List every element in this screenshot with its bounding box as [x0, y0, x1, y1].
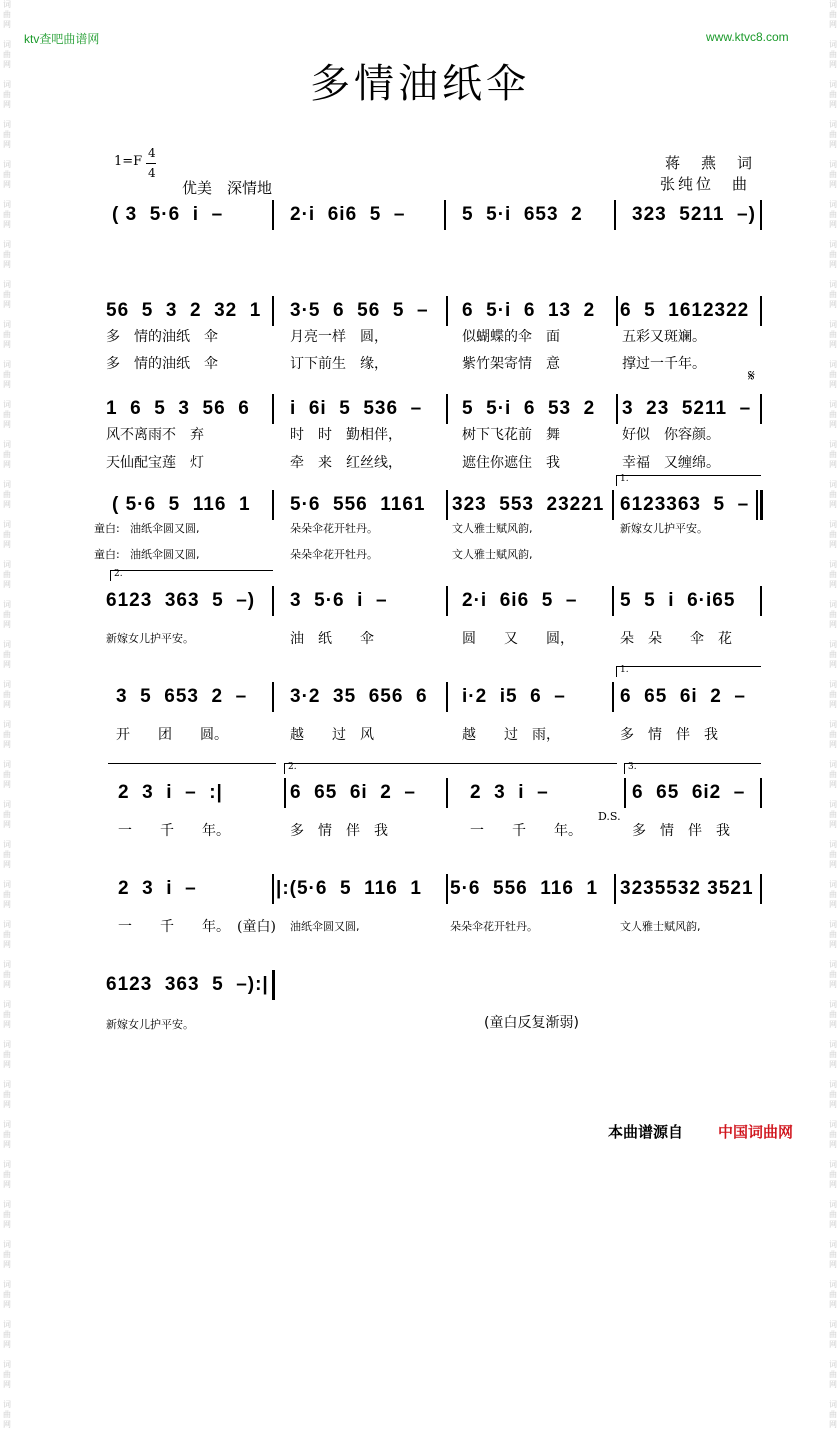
barline [272, 682, 274, 712]
measure: 2 3 i – [118, 878, 197, 899]
lyric-segment: 紫竹架寄情 意 [462, 356, 560, 372]
lyric-segment: 多 情 伴 我 [620, 727, 718, 743]
repeat-end-barline [760, 490, 763, 520]
barline [760, 296, 762, 326]
left-side-watermark: 词 曲 网 词 曲 网 词 曲 网 词 曲 网 词 曲 网 词 曲 网 词 曲 网 词 曲 网 词 曲 网 词 曲 网 词 曲 网 词 曲 网 词 曲 网 词 曲 网 词 曲 网 词 曲 网 词 曲 网 词 曲 网 词 曲 网 词 曲 网 词 曲 网 词 曲 网 词 曲 网 词 曲 网 词 曲 网 词 曲 网 词 曲 网 词 曲 网 词 曲 网 词 曲 网 词 曲 网 词 曲 网 词 曲 网 词 曲 网 词 曲 网 词 曲 网 [3, 0, 11, 1429]
time-signature-line [146, 163, 156, 164]
barline [272, 296, 274, 326]
barline [614, 874, 616, 904]
barline [616, 296, 618, 326]
lyric-segment: 月亮一样 圆， [290, 329, 388, 345]
barline [272, 586, 274, 616]
measure: 3·2 35 656 6 [290, 686, 428, 707]
lyrics-verse-2 [0, 353, 840, 373]
barline [612, 490, 614, 520]
barline [284, 778, 286, 808]
spoken-line: 油纸伞圆又圆, [130, 522, 200, 535]
volta-bracket-1 [616, 666, 761, 677]
spoken-line: 朵朵伞花开牡丹。 [290, 522, 378, 535]
score-system-2 [0, 296, 840, 326]
spoken-line: 新嫁女儿护平安。 [620, 522, 708, 535]
lyric-segment: 多 情的油纸 伞 [106, 329, 218, 345]
lyrics-line [0, 628, 840, 648]
spoken-label: 童白: [94, 548, 120, 561]
dal-segno-mark: D.S. [598, 810, 621, 823]
barline [760, 200, 762, 230]
measure: 3235532 3521 [620, 878, 754, 899]
barline [446, 490, 448, 520]
measure: 5·6 556 116 1 [450, 878, 599, 899]
watermark-right-text[interactable]: www.ktvc8.com [706, 30, 789, 44]
measure: i·2 i5 6 – [462, 686, 566, 707]
barline [446, 682, 448, 712]
measure: i 6i 5 536 – [290, 398, 423, 419]
lyric-segment: 五彩又斑斓。 [622, 329, 706, 345]
barline [612, 586, 614, 616]
measure: 6 65 6i 2 – [620, 686, 746, 707]
volta-label: 1. [620, 665, 629, 675]
measure: 6 65 6i 2 – [290, 782, 416, 803]
score-system-4 [0, 490, 840, 520]
lyric-segment: 开 团 圆。 [116, 727, 228, 743]
barline [612, 682, 614, 712]
score-system-7 [0, 778, 840, 808]
time-signature-bottom: 4 [148, 166, 156, 180]
measure: 6123 363 5 –) [106, 590, 256, 611]
spoken-line: 新嫁女儿护平安。 [106, 632, 194, 645]
measure: 6123363 5 – [620, 494, 750, 515]
volta-1-continuation [108, 763, 276, 764]
lyric-segment: 越 过 风 [290, 727, 374, 743]
lyric-segment: 油 纸 伞 [290, 631, 374, 647]
lyrics-verse-2 [0, 452, 840, 472]
measure: 5 5·i 6 53 2 [462, 398, 596, 419]
lyric-segment: 天仙配宝莲 灯 [106, 455, 204, 471]
lyrics-line [0, 724, 840, 744]
right-side-watermark: 词 曲 网 词 曲 网 词 曲 网 词 曲 网 词 曲 网 词 曲 网 词 曲 网 词 曲 网 词 曲 网 词 曲 网 词 曲 网 词 曲 网 词 曲 网 词 曲 网 词 曲 网 词 曲 网 词 曲 网 词 曲 网 词 曲 网 词 曲 网 词 曲 网 词 曲 网 词 曲 网 词 曲 网 词 曲 网 词 曲 网 词 曲 网 词 曲 网 词 曲 网 词 曲 网 词 曲 网 词 曲 网 词 曲 网 词 曲 网 词 曲 网 词 曲 网 [829, 0, 837, 1429]
measure: 323 553 23221 [452, 494, 605, 515]
spoken-line: 文人雅士赋风韵, [452, 548, 533, 561]
time-signature-top: 4 [148, 146, 156, 160]
barline [760, 586, 762, 616]
lyric-segment: 圆 又 圆， [462, 631, 574, 647]
lyric-segment: 多 情的油纸 伞 [106, 356, 218, 372]
key-signature: 1=F [114, 154, 143, 169]
measure: ( 3 5·6 i – [112, 204, 224, 225]
volta-label: 1. [620, 474, 629, 484]
barline [446, 586, 448, 616]
measure: 6 65 6i2 – [632, 782, 746, 803]
tempo-marking: 优美 深情地 [182, 179, 273, 197]
barline [760, 874, 762, 904]
score-system-6 [0, 682, 840, 712]
spoken-line: 朵朵伞花开牡丹。 [290, 548, 378, 561]
spoken-line: 文人雅士赋风韵, [452, 522, 533, 535]
score-system-1 [0, 200, 840, 230]
lyric-segment: 多 情 伴 我 [632, 823, 730, 839]
song-title: 多情油纸伞 [310, 61, 530, 107]
spoken-line: 油纸伞圆又圆, [290, 920, 360, 933]
lyric-segment: 遮住你遮住 我 [462, 455, 560, 471]
barline [446, 296, 448, 326]
spoken-line: 朵朵伞花开牡丹。 [450, 920, 538, 933]
performance-instruction: (童白反复渐弱) [484, 1015, 579, 1031]
composer-credit: 张纯位 曲 [660, 175, 751, 193]
volta-bracket-2 [284, 763, 617, 774]
watermark-left-text[interactable]: ktv查吧曲谱网 [24, 32, 100, 46]
barline [272, 874, 274, 904]
lyric-segment: 时 时 勤相伴， [290, 427, 402, 443]
volta-bracket-1 [616, 475, 761, 486]
score-system-8 [0, 874, 840, 904]
spoken-line: 油纸伞圆又圆, [130, 548, 200, 561]
final-barline [272, 970, 275, 1000]
lyric-segment: 撑过一千年。 [622, 356, 706, 372]
measure: 6123 363 5 –):| [106, 974, 269, 995]
volta-bracket-3 [624, 763, 761, 774]
barline [446, 394, 448, 424]
measure: 5 5 i 6·i65 [620, 590, 736, 611]
lyric-segment: 树下飞花前 舞 [462, 427, 560, 443]
spoken-line: 文人雅士赋风韵, [620, 920, 701, 933]
spoken-line: 新嫁女儿护平安。 [106, 1018, 194, 1031]
measure: 2 3 i – :| [118, 782, 223, 803]
lyric-segment: 越 过 雨， [462, 727, 560, 743]
spoken-label: 童白: [94, 522, 120, 535]
score-system-9 [0, 970, 840, 1000]
measure: 5·6 556 1161 [290, 494, 426, 515]
measure: 56 5 3 2 32 1 [106, 300, 262, 321]
lyric-segment: 好似 你容颜。 [622, 427, 720, 443]
lyric-segment: 朵 朵 伞 花 [620, 631, 732, 647]
lyric-segment: 牵 来 红丝线， [290, 455, 402, 471]
barline [272, 200, 274, 230]
measure: 5 5·i 653 2 [462, 204, 583, 225]
barline [760, 778, 762, 808]
barline [616, 394, 618, 424]
measure: 3·5 6 56 5 – [290, 300, 429, 321]
barline [272, 490, 274, 520]
measure: 2 3 i – [470, 782, 549, 803]
lyrics-line [0, 916, 840, 936]
barline [614, 200, 616, 230]
barline [272, 394, 274, 424]
volta-label: 2. [288, 762, 297, 772]
barline [624, 778, 626, 808]
lyric-segment: 订下前生 缘， [290, 356, 388, 372]
measure: 2·i 6i6 5 – [290, 204, 406, 225]
lyric-segment: 幸福 又缠绵。 [622, 455, 720, 471]
segno-sign: 𝄋 [748, 366, 755, 385]
lyric-segment: 一 千 年。 [470, 823, 582, 839]
measure: 3 23 5211 – [622, 398, 752, 419]
source-label: 本曲谱源自 [608, 1123, 684, 1141]
score-system-5 [0, 586, 840, 616]
lyric-segment: 一 千 年。 [118, 823, 230, 839]
barline [760, 394, 762, 424]
lyrics-line [0, 820, 840, 840]
measure: ( 5·6 5 116 1 [112, 494, 251, 515]
volta-bracket-2 [110, 570, 273, 581]
barline [446, 874, 448, 904]
lyrics-verse-1 [0, 326, 840, 346]
volta-label: 3. [628, 762, 637, 772]
measure: 1 6 5 3 56 6 [106, 398, 250, 419]
volta-label: 2. [114, 569, 123, 579]
lyric-segment: 似蝴蝶的伞 面 [462, 329, 560, 345]
measure: |:(5·6 5 116 1 [276, 878, 422, 899]
lyricist-credit: 蒋 燕 词 [665, 154, 756, 172]
measure: 3 5·6 i – [290, 590, 388, 611]
measure: 323 5211 –) [632, 204, 756, 225]
lyric-segment: 风不离雨不 弃 [106, 427, 204, 443]
measure: 3 5 653 2 – [116, 686, 248, 707]
lyric-segment: 多 情 伴 我 [290, 823, 388, 839]
measure: 2·i 6i6 5 – [462, 590, 578, 611]
lyrics-verse-1 [0, 424, 840, 444]
measure: 6 5 1612322 [620, 300, 750, 321]
barline [446, 778, 448, 808]
lyric-segment: 一 千 年。 (童白) [118, 919, 276, 935]
barline [444, 200, 446, 230]
source-site-link[interactable]: 中国词曲网 [718, 1123, 794, 1141]
barline [756, 490, 758, 520]
score-system-3 [0, 394, 840, 424]
measure: 6 5·i 6 13 2 [462, 300, 596, 321]
